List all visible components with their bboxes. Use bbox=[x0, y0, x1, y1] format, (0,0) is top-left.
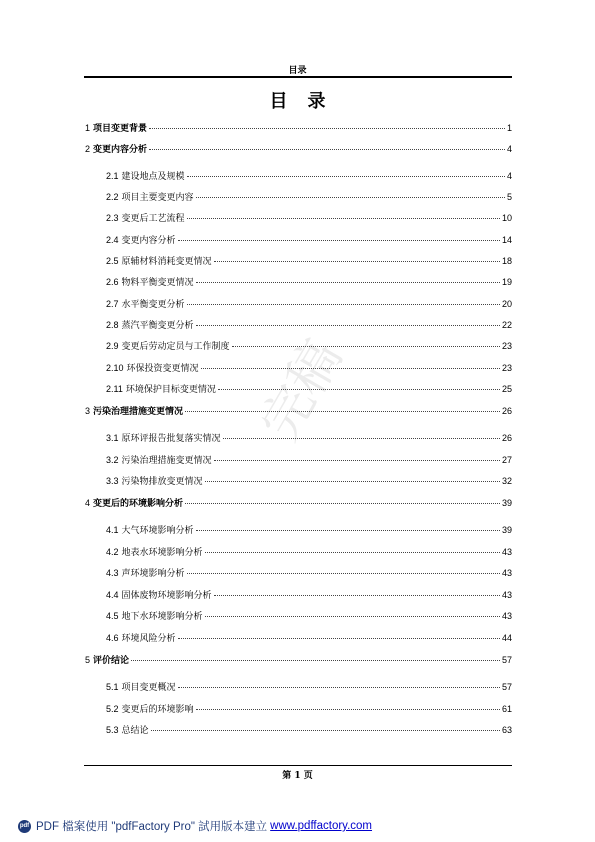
toc-entry-title: 环保投资变更情况 bbox=[126, 364, 199, 374]
toc-entry-title: 变更内容分析 bbox=[121, 236, 176, 246]
pdf-banner-text: PDF 檔案使用 "pdfFactory Pro" 試用版本建立 bbox=[36, 821, 268, 833]
toc-entry-page: 44 bbox=[501, 633, 512, 643]
toc-entry-title: 地表水环境影响分析 bbox=[121, 548, 203, 558]
toc-entry-title: 物料平衡变更情况 bbox=[121, 278, 194, 288]
toc-entry-title: 总结论 bbox=[121, 726, 149, 736]
toc-entry-number: 2.10 bbox=[106, 363, 124, 373]
toc-dot-leader bbox=[178, 638, 500, 639]
toc-dot-leader bbox=[232, 346, 500, 347]
toc-entry[interactable] bbox=[85, 497, 512, 509]
toc-entry[interactable] bbox=[106, 546, 512, 558]
toc-entry-page: 4 bbox=[506, 171, 512, 181]
toc-entry-number: 2.8 bbox=[106, 320, 119, 330]
toc-dot-leader bbox=[205, 616, 500, 617]
toc-entry-page: 25 bbox=[501, 384, 512, 394]
toc-entry[interactable] bbox=[106, 319, 512, 331]
toc-entry-title: 污染治理措施变更情况 bbox=[121, 456, 212, 466]
toc-entry-page: 39 bbox=[501, 525, 512, 535]
toc-entry-title: 变更后的环境影响 bbox=[121, 705, 194, 715]
toc-entry-number: 2.1 bbox=[106, 171, 119, 181]
toc-entry-number: 4.5 bbox=[106, 611, 119, 621]
toc-dot-leader bbox=[178, 687, 500, 688]
toc-dot-leader bbox=[131, 660, 500, 661]
toc-entry-title: 变更后工艺流程 bbox=[121, 214, 185, 224]
toc-dot-leader bbox=[187, 218, 500, 219]
toc-dot-leader bbox=[205, 552, 500, 553]
toc-entry-page: 43 bbox=[501, 547, 512, 557]
toc-entry-title: 污染物排放变更情况 bbox=[121, 477, 203, 487]
toc-entry[interactable] bbox=[106, 724, 512, 736]
toc-entry-title: 项目主要变更内容 bbox=[121, 193, 194, 203]
toc-entry-page: 32 bbox=[501, 476, 512, 486]
toc-entry-title: 原辅材料消耗变更情况 bbox=[121, 257, 212, 267]
footer-rule bbox=[84, 765, 512, 766]
toc-entry-page: 43 bbox=[501, 568, 512, 578]
toc-entry[interactable] bbox=[106, 383, 512, 395]
toc-entry-title: 固体废物环境影响分析 bbox=[121, 591, 212, 601]
toc-entry-page: 23 bbox=[501, 363, 512, 373]
toc-entry-title: 变更后劳动定员与工作制度 bbox=[121, 342, 230, 352]
toc-entry-number: 2.6 bbox=[106, 277, 119, 287]
toc-dot-leader bbox=[205, 481, 500, 482]
toc-entry-page: 20 bbox=[501, 299, 512, 309]
toc-entry-title: 环境风险分析 bbox=[121, 634, 176, 644]
toc-entry[interactable] bbox=[106, 524, 512, 536]
toc-entry-page: 63 bbox=[501, 725, 512, 735]
pdffactory-logo-icon: pdf bbox=[18, 820, 31, 833]
toc-entry-page: 10 bbox=[501, 213, 512, 223]
toc-entry-page: 57 bbox=[501, 682, 512, 692]
toc-entry[interactable] bbox=[106, 681, 512, 693]
toc-entry-page: 57 bbox=[501, 655, 512, 665]
toc-dot-leader bbox=[223, 438, 500, 439]
toc-entry-page: 26 bbox=[501, 433, 512, 443]
toc-entry-number: 5 bbox=[85, 655, 91, 665]
toc-entry-number: 2.7 bbox=[106, 299, 119, 309]
toc-entry-page: 27 bbox=[501, 455, 512, 465]
toc-entry-page: 43 bbox=[501, 611, 512, 621]
toc-entry-title: 项目变更背景 bbox=[93, 124, 148, 134]
toc-entry-page: 23 bbox=[501, 341, 512, 351]
toc-entry[interactable] bbox=[106, 255, 512, 267]
toc-entry-number: 3 bbox=[85, 406, 91, 416]
toc-entry-title: 原环评报告批复落实情况 bbox=[121, 434, 221, 444]
toc-entry-title: 变更后的环境影响分析 bbox=[93, 499, 184, 509]
toc-entry-number: 5.1 bbox=[106, 682, 119, 692]
toc-entry[interactable] bbox=[106, 589, 512, 601]
toc-dot-leader bbox=[196, 530, 500, 531]
toc-entry-title: 地下水环境影响分析 bbox=[121, 612, 203, 622]
toc-entry-page: 22 bbox=[501, 320, 512, 330]
toc-entry-title: 水平衡变更分析 bbox=[121, 300, 185, 310]
toc-dot-leader bbox=[196, 197, 505, 198]
toc-entry[interactable] bbox=[106, 632, 512, 644]
toc-entry[interactable] bbox=[106, 703, 512, 715]
toc-entry-page: 43 bbox=[501, 590, 512, 600]
page-header-title: 目录 bbox=[288, 66, 307, 76]
toc-entry-number: 2.4 bbox=[106, 235, 119, 245]
toc-dot-leader bbox=[151, 730, 500, 731]
toc-dot-leader bbox=[196, 325, 500, 326]
toc-entry-number: 1 bbox=[85, 123, 91, 133]
toc-entry[interactable] bbox=[106, 432, 512, 444]
toc-dot-leader bbox=[201, 368, 500, 369]
toc-entry[interactable] bbox=[106, 454, 512, 466]
toc-entry-number: 2.5 bbox=[106, 256, 119, 266]
toc-entry-number: 4.3 bbox=[106, 568, 119, 578]
toc-entry-title: 项目变更概况 bbox=[121, 683, 176, 693]
toc-entry-number: 4 bbox=[85, 498, 91, 508]
toc-dot-leader bbox=[196, 282, 500, 283]
toc-entry-page: 4 bbox=[506, 144, 512, 154]
toc-entry-page: 19 bbox=[501, 277, 512, 287]
toc-entry-number: 3.1 bbox=[106, 433, 119, 443]
toc-entry-number: 3.2 bbox=[106, 455, 119, 465]
toc-entry[interactable] bbox=[106, 234, 512, 246]
toc-dot-leader bbox=[214, 261, 500, 262]
toc-entry-number: 2 bbox=[85, 144, 91, 154]
toc-entry-page: 39 bbox=[501, 498, 512, 508]
toc-entry[interactable] bbox=[106, 475, 512, 487]
toc-dot-leader bbox=[178, 240, 500, 241]
toc-entry[interactable] bbox=[106, 191, 512, 203]
toc-entry-title: 变更内容分析 bbox=[93, 145, 148, 155]
toc-dot-leader bbox=[214, 595, 500, 596]
toc-entry-number: 2.9 bbox=[106, 341, 119, 351]
toc-entry-number: 4.1 bbox=[106, 525, 119, 535]
toc-dot-leader bbox=[187, 304, 500, 305]
toc-entry-number: 5.2 bbox=[106, 704, 119, 714]
toc-dot-leader bbox=[185, 503, 500, 504]
toc-dot-leader bbox=[149, 128, 505, 129]
toc-entry-number: 4.2 bbox=[106, 547, 119, 557]
toc-entry-page: 5 bbox=[506, 192, 512, 202]
toc-entry-title: 环境保护目标变更情况 bbox=[125, 385, 216, 395]
toc-entry-title: 声环境影响分析 bbox=[121, 569, 185, 579]
toc-entry[interactable] bbox=[106, 362, 512, 374]
toc-entry-number: 2.2 bbox=[106, 192, 119, 202]
toc-dot-leader bbox=[196, 709, 500, 710]
toc-entry-number: 3.3 bbox=[106, 476, 119, 486]
toc-entry-title: 评价结论 bbox=[93, 656, 130, 666]
toc-entry-number: 4.4 bbox=[106, 590, 119, 600]
page-title: 目录 bbox=[269, 91, 346, 112]
toc-entry[interactable] bbox=[85, 122, 512, 134]
toc-dot-leader bbox=[149, 149, 505, 150]
toc-entry-page: 14 bbox=[501, 235, 512, 245]
toc-entry-title: 建设地点及规模 bbox=[121, 172, 185, 182]
toc-entry[interactable] bbox=[106, 298, 512, 310]
toc-entry[interactable] bbox=[106, 212, 512, 224]
toc-dot-leader bbox=[187, 176, 505, 177]
pdffactory-link[interactable]: www.pdffactory.com bbox=[270, 820, 373, 832]
toc-entry[interactable] bbox=[106, 567, 512, 579]
pdf-banner bbox=[18, 818, 372, 834]
toc-entry[interactable] bbox=[106, 170, 512, 182]
toc-dot-leader bbox=[187, 573, 500, 574]
toc-entry-title: 蒸汽平衡变更分析 bbox=[121, 321, 194, 331]
toc-entry[interactable] bbox=[106, 276, 512, 288]
toc-entry-page: 18 bbox=[501, 256, 512, 266]
toc-entry-number: 2.3 bbox=[106, 213, 119, 223]
toc-entry-title: 大气环境影响分析 bbox=[121, 526, 194, 536]
toc-entry[interactable] bbox=[106, 610, 512, 622]
toc-entry-title: 污染治理措施变更情况 bbox=[93, 407, 184, 417]
toc-dot-leader bbox=[218, 389, 500, 390]
toc-dot-leader bbox=[214, 460, 500, 461]
toc-dot-leader bbox=[185, 411, 500, 412]
toc-entry[interactable] bbox=[85, 405, 512, 417]
toc-entry-page: 26 bbox=[501, 406, 512, 416]
page-number: 第 1 页 bbox=[282, 771, 313, 781]
toc-entry-number: 4.6 bbox=[106, 633, 119, 643]
toc-entry-page: 1 bbox=[506, 123, 512, 133]
toc-entry[interactable] bbox=[106, 340, 512, 352]
toc-entry-page: 61 bbox=[501, 704, 512, 714]
watermark: 完稿 bbox=[249, 330, 354, 451]
toc-entry-number: 2.11 bbox=[106, 384, 123, 394]
toc-entry[interactable] bbox=[85, 654, 512, 666]
toc-entry[interactable] bbox=[85, 143, 512, 155]
toc-entry-number: 5.3 bbox=[106, 725, 119, 735]
